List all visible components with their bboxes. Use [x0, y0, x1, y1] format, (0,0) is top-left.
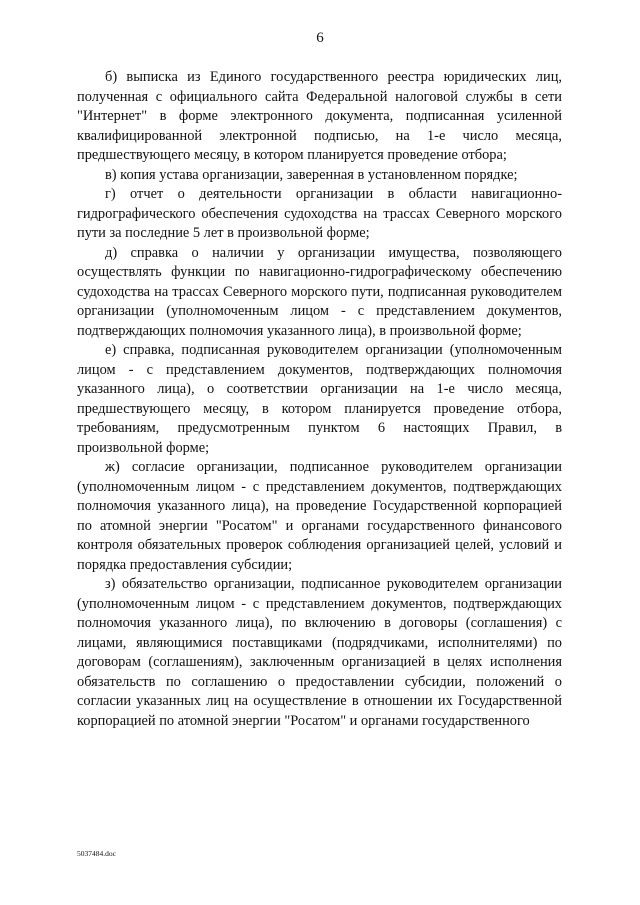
paragraph-zh: ж) согласие организации, подписанное руководителем организации (уполномоченным лицом - с представлением документов, подтверждающих полномочия указанного лица), на проведение Государственной корпорацией по атомной энергии "Росатом" и органами государственного финансового контроля обязательных проверок соблюдения организацией целей, условий и порядка предоставления субсидии;	[77, 459, 562, 573]
paragraph-v: в) копия устава организации, заверенная в установленном порядке;	[105, 166, 518, 183]
paragraph-b: б) выписка из Единого государственного реестра юридических лиц, полученная с официального сайта Федеральной налоговой службы в сети "Интернет" в форме электронного документа, подписанная усиленной квалифицированной электронной подписью, на 1-е число месяца, предшествующего месяцу, в котором планируется проведение отбора;	[77, 69, 562, 163]
document-filename: 5037484.doc	[77, 849, 116, 858]
paragraph-z: з) обязательство организации, подписанное руководителем организации (уполномоченным лицом - с представлением документов, подтверждающих полномочия указанного лица), по включению в договоры (соглашения) с лицами, являющимися поставщиками (подрядчиками, исполнителями) по договорам (соглашениям), заключенным организацией в целях исполнения обязательств по соглашению о предоставлении субсидии, положений о согласии указанных лиц на осуществление в отношении их Государственной корпорацией по атомной энергии "Росатом" и органами государственного	[77, 576, 562, 729]
paragraph-g: г) отчет о деятельности организации в области навигационно-гидрографического обеспечения судоходства на трассах Северного морского пути за последние 5 лет в произвольной форме;	[77, 186, 562, 241]
document-body	[77, 68, 562, 731]
page-number: 6	[316, 30, 324, 46]
paragraph-d: д) справка о наличии у организации имущества, позволяющего осуществлять функции по навигационно-гидрографическому обеспечению судоходства на трассах Северного морского пути, подписанная руководителем организации (уполномоченным лицом - с представлением документов, подтверждающих полномочия указанного лица), в произвольной форме;	[77, 244, 562, 339]
paragraph-e: е) справка, подписанная руководителем организации (уполномоченным лицом - с представлением документов, подтверждающих полномочия указанного лица), о соответствии организации на 1-е число месяца, предшествующего месяцу, в котором планируется проведение отбора, требованиям, предусмотренным пунктом 6 настоящих Правил, в произвольной форме;	[77, 342, 562, 456]
